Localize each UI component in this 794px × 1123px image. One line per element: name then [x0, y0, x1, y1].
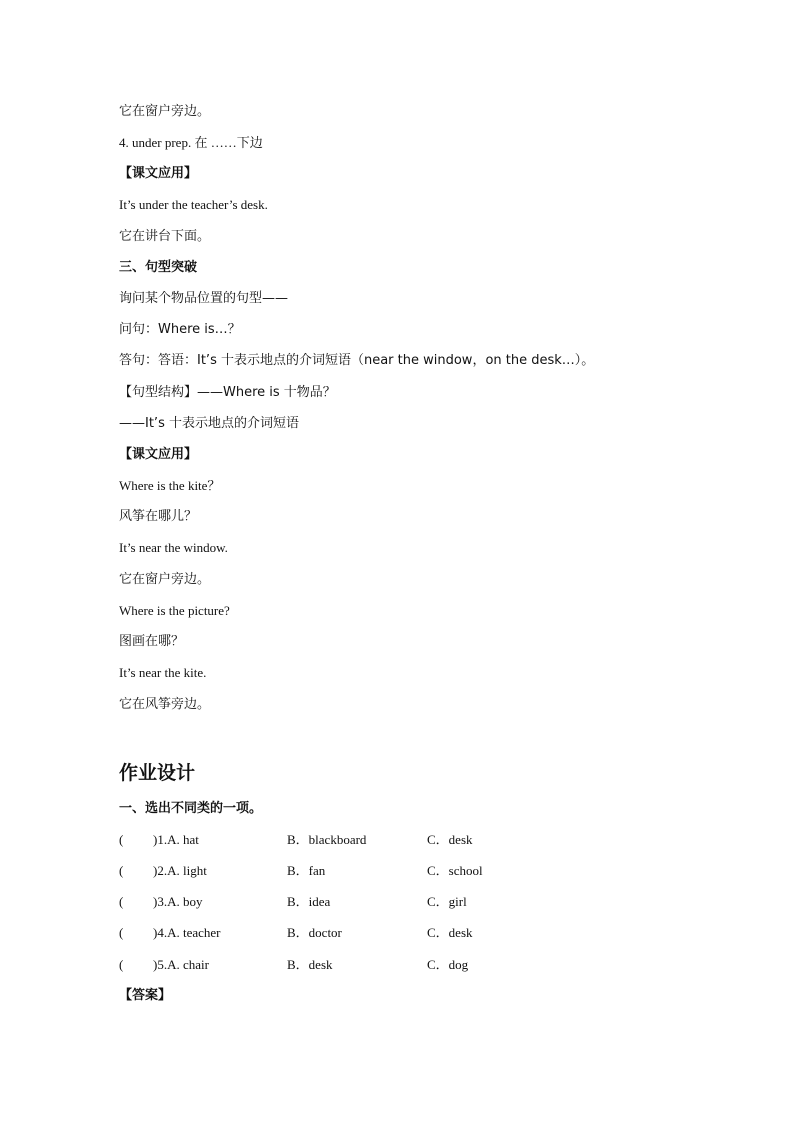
- option-b: B．doctor: [287, 925, 342, 940]
- homework-title: 作业设计: [119, 762, 196, 784]
- example-sentence: Where is the picture?: [119, 603, 230, 618]
- option-b: B．idea: [287, 894, 331, 909]
- question-row: [119, 862, 679, 880]
- sentence-structure-label: 【句型结构】——Where is 十物品？: [119, 385, 336, 400]
- answer-blank: (: [119, 832, 124, 847]
- answer-label: 【答案】: [119, 988, 172, 1003]
- question-row: [119, 924, 679, 942]
- text-line: 答句：答语：It’s 十表示地点的介词短语（near the window，on the desk…）。: [119, 353, 595, 368]
- question-row: [119, 956, 679, 974]
- option-a: )4.A. teacher: [153, 925, 221, 940]
- option-c: C．desk: [427, 925, 473, 940]
- example-sentence: It’s near the kite.: [119, 665, 207, 680]
- option-c: C．school: [427, 863, 483, 878]
- section-label-text-application: 【课文应用】: [119, 166, 198, 181]
- homework-section-heading: 一、选出不同类的一项。: [119, 801, 263, 816]
- option-a: )2.A. light: [153, 863, 207, 878]
- text-line: 问句：Where is…？: [119, 322, 241, 337]
- example-translation: 风筝在哪儿？: [119, 509, 198, 524]
- option-a: )3.A. boy: [153, 894, 203, 909]
- option-b: B．desk: [287, 957, 333, 972]
- answer-blank: (: [119, 894, 124, 909]
- answer-blank: (: [119, 863, 124, 878]
- example-translation: 它在讲台下面。: [119, 229, 211, 244]
- example-sentence: It’s under the teacher’s desk.: [119, 197, 268, 212]
- answer-blank: (: [119, 925, 124, 940]
- text-line: 它在窗户旁边。: [119, 104, 211, 119]
- example-translation: 图画在哪？: [119, 634, 185, 649]
- option-a: )5.A. chair: [153, 957, 209, 972]
- text-line: 询问某个物品位置的句型——: [119, 291, 289, 306]
- question-row: [119, 893, 679, 911]
- example-translation: 它在风筝旁边。: [119, 697, 211, 712]
- section-heading-sentence-patterns: 三、句型突破: [119, 260, 198, 275]
- example-sentence: Where is the kite？: [119, 478, 221, 493]
- option-a: )1.A. hat: [153, 832, 199, 847]
- option-b: B．fan: [287, 863, 326, 878]
- vocab-item-under: 4. under prep. 在 ……下边: [119, 135, 263, 150]
- section-label-text-application: 【课文应用】: [119, 447, 198, 462]
- question-row: [119, 831, 679, 849]
- option-c: C．desk: [427, 832, 473, 847]
- option-c: C．girl: [427, 894, 467, 909]
- example-translation: 它在窗户旁边。: [119, 572, 211, 587]
- example-sentence: It’s near the window.: [119, 540, 228, 555]
- option-c: C．dog: [427, 957, 469, 972]
- text-line: ——It’s 十表示地点的介词短语: [119, 416, 299, 431]
- answer-blank: (: [119, 957, 124, 972]
- option-b: B．blackboard: [287, 832, 367, 847]
